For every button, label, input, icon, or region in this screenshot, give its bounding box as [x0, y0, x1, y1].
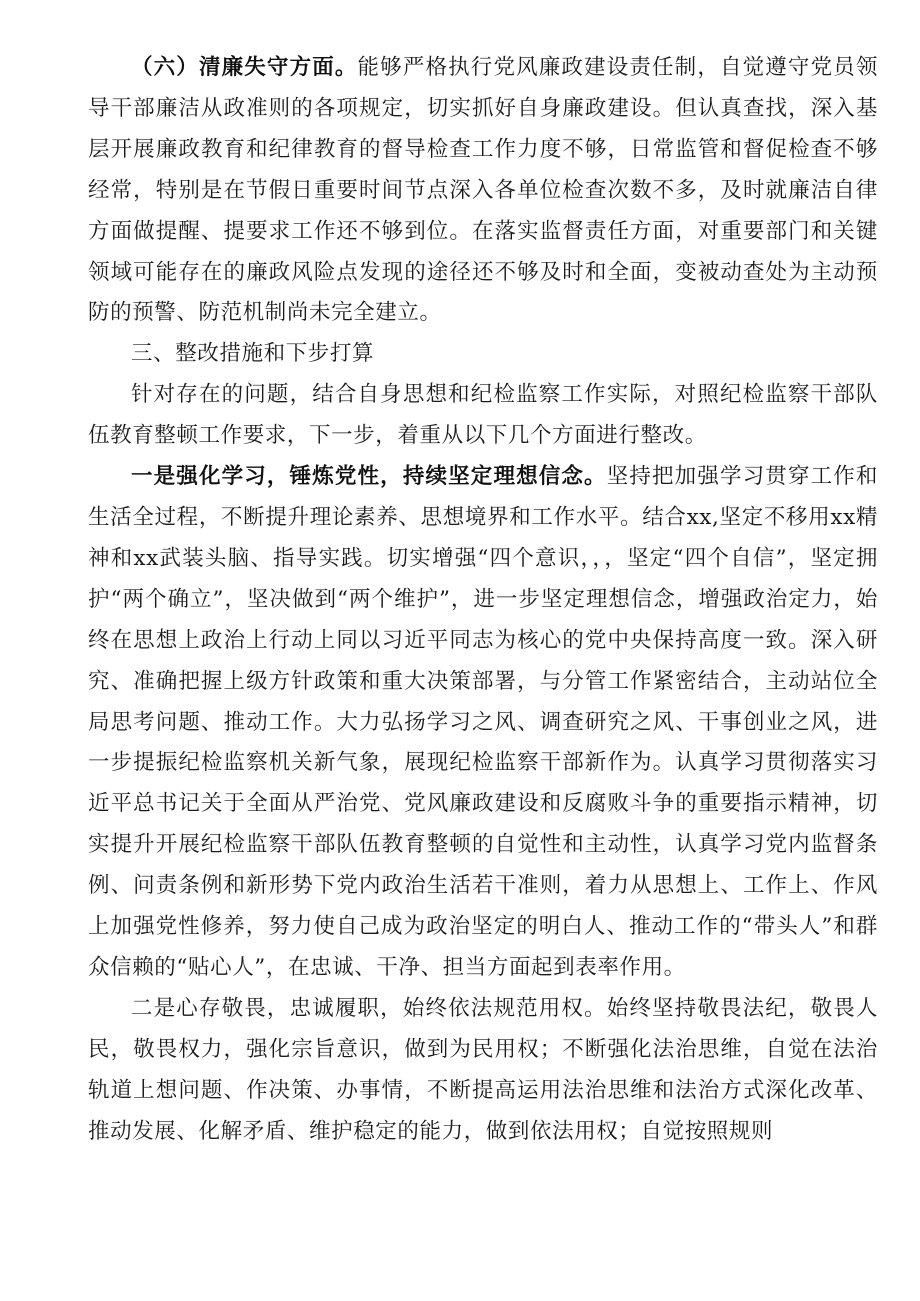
paragraph-lead: 一是强化学习，锤炼党性，持续坚定理想信念。 — [131, 464, 607, 490]
paragraph-body: 坚持把加强学习贯穿工作和生活全过程，不断提升理论素养、思想境界和工作水平。结合xx,坚定不移用xx精神和xx武装头脑、指导实践。切实增强“四个意识，，，坚定“四个自信”，坚定拥护“两个确立”，坚决做到“两个维护”，进一步坚定理想信念，增强政治定力，始终在思想上政治上行动上同以习近平同志为核心的党中央保持高度一致。深入研究、准确把握上级方针政策和重大决策部署，与分管工作紧密结合，主动站位全局思考问题、推动工作。大力弘扬学习之风、调查研究之风、干事创业之风，进一步提振纪检监察机关新气象，展现纪检监察干部新作为。认真学习贯彻落实习近平总书记关于全面从严治党、党风廉政建设和反腐败斗争的重要指示精神，切实提升开展纪检监察干部队伍教育整顿的自觉性和主动性，认真学习党内监督条例、问责条例和新形势下党内政治生活若干准则，着力从思想上、工作上、作风上加强党性修养，努力使自己成为政治坚定的明白人、推动工作的“带头人”和群众信赖的“贴心人”，在忠诚、干净、担当方面起到表率作用。 — [88, 464, 878, 980]
paragraph-integrity — [88, 48, 878, 334]
section-title: 三、整改措施和下步打算 — [131, 341, 375, 367]
paragraph-intro — [88, 375, 878, 457]
paragraph-body: 针对存在的问题，结合自身思想和纪检监察工作实际，对照纪检监察干部队伍教育整顿工作要求，下一步，着重从以下几个方面进行整改。 — [88, 382, 878, 449]
paragraph-measure-one — [88, 457, 878, 989]
paragraph-body: 二是心存敬畏，忠诚履职，始终依法规范用权。始终坚持敬畏法纪，敬畏人民，敬畏权力，强化宗旨意识，做到为民用权；不断强化法治思维，自觉在法治轨道上想问题、作决策、办事情，不断提高运用法治思维和法治方式深化改革、推动发展、化解矛盾、维护稳定的能力，做到依法用权；自觉按照规则 — [88, 995, 878, 1144]
paragraph-measure-two — [88, 989, 878, 1153]
document-body — [88, 48, 878, 1152]
section-heading — [88, 334, 878, 375]
paragraph-lead: （六）清廉失守方面。 — [131, 55, 358, 80]
paragraph-body: 能够严格执行党风廉政建设责任制，自觉遵守党员领导干部廉洁从政准则的各项规定，切实抓好自身廉政建设。但认真查找，深入基层开展廉政教育和纪律教育的督导检查工作力度不够，日常监管和督促检查不够经常，特别是在节假日重要时间节点深入各单位检查次数不多，及时就廉洁自律方面做提醒、提要求工作还不够到位。在落实监督责任方面，对重要部门和关键领域可能存在的廉政风险点发现的途径还不够及时和全面，变被动查处为主动预防的预警、防范机制尚未完全建立。 — [88, 55, 878, 326]
